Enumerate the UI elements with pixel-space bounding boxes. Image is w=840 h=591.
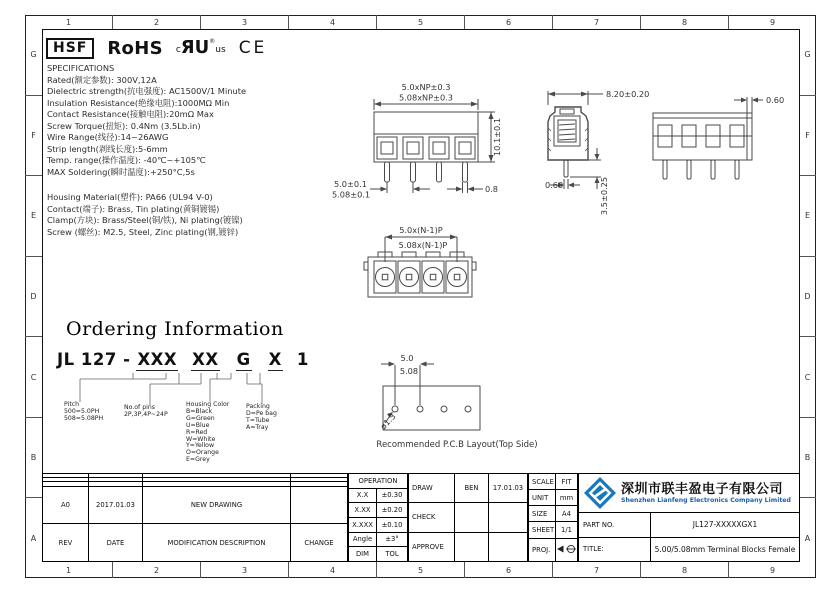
ruler-letter: F bbox=[799, 96, 816, 177]
info-value: mm bbox=[556, 490, 578, 506]
title-block-company bbox=[578, 473, 800, 562]
ruler-letter: B bbox=[799, 418, 816, 499]
company-name-en: Shenzhen Lianfeng Electronics Company Limited bbox=[621, 497, 791, 504]
spec-line: Dielectric strength(抗电强度): AC1500V/1 Minute bbox=[47, 86, 247, 96]
ruler-top bbox=[25, 15, 816, 29]
info-value: 1/1 bbox=[556, 522, 578, 538]
info-label: SIZE bbox=[529, 506, 556, 522]
legend-line: Housing Color bbox=[186, 401, 230, 408]
material-line: Screw (螺丝): M2.5, Steel, Zinc plating(钢,镀锌) bbox=[47, 226, 239, 237]
ruler-letter: G bbox=[799, 15, 816, 96]
side-dim-pin-length: 3.5±0.25 bbox=[599, 176, 609, 216]
legend-line: D=Pe bag bbox=[246, 409, 277, 417]
tolerance-dim: DIM bbox=[349, 547, 377, 562]
pcb-caption: Recommended P.C.B Layout(Top Side) bbox=[376, 440, 538, 450]
ruler-letter: E bbox=[799, 176, 816, 257]
ruler-right bbox=[799, 15, 816, 578]
materials-block bbox=[47, 192, 337, 238]
ul-registered: ® bbox=[209, 38, 216, 45]
part-field-packing: X bbox=[268, 350, 282, 369]
side-view-body bbox=[548, 91, 603, 189]
ruler-letter: B bbox=[25, 418, 42, 499]
company-logo-icon bbox=[583, 476, 617, 510]
legend-pitch bbox=[64, 402, 103, 423]
title-label: TITLE: bbox=[579, 538, 651, 562]
legend-line: E=Grey bbox=[186, 456, 210, 464]
info-label: SCALE bbox=[529, 474, 556, 490]
ruler-number: 6 bbox=[465, 562, 553, 578]
info-label: PROJ. bbox=[529, 538, 556, 561]
legend-packing bbox=[246, 404, 277, 432]
legend-line: W=White bbox=[186, 435, 216, 443]
first-angle-projection-icon bbox=[556, 544, 578, 554]
rev-date: 2017.01.03 bbox=[89, 486, 143, 524]
ruler-letter: G bbox=[25, 15, 42, 96]
ruler-number: 6 bbox=[465, 15, 553, 29]
ruler-left bbox=[25, 15, 42, 578]
material-line: Housing Material(塑件): PA66 (UL94 V-0) bbox=[47, 192, 213, 202]
front-dim-top2: 5.08xNP±0.3 bbox=[398, 92, 454, 103]
approval-role: APPROVE bbox=[409, 532, 455, 561]
top-view-drawing bbox=[363, 222, 538, 317]
ruler-number: 1 bbox=[25, 562, 113, 578]
front-dim-top1: 5.0xNP±0.3 bbox=[401, 82, 451, 92]
rev-header: CHANGE bbox=[291, 524, 348, 562]
rohs-logo: RoHS bbox=[107, 37, 163, 59]
ruler-number: 3 bbox=[201, 562, 289, 578]
approval-role: CHECK bbox=[409, 503, 455, 532]
drawing-title-value: 5.00/5.08mm Terminal Blocks Female bbox=[654, 544, 796, 554]
part-suffix: 1 bbox=[296, 350, 309, 369]
ruler-number: 8 bbox=[641, 15, 729, 29]
rev-description: NEW DRAWING bbox=[143, 486, 291, 524]
info-label: UNIT bbox=[529, 490, 556, 506]
material-line: Clamp(方块): Brass/Steel(铜/铁), Ni plating(镀镍) bbox=[47, 215, 243, 225]
spec-line: Temp. range(操作温度): -40℃~+105℃ bbox=[47, 155, 206, 165]
ordering-part-number bbox=[57, 350, 309, 371]
part-field-pitch: XXX bbox=[137, 350, 178, 369]
approval-date bbox=[489, 532, 528, 561]
rev-header: REV bbox=[43, 524, 89, 562]
front-view-arrows bbox=[374, 102, 494, 192]
company-header bbox=[579, 474, 799, 513]
info-value: A4 bbox=[556, 506, 578, 522]
ruler-letter: A bbox=[30, 533, 37, 543]
legend-line: 2P,3P,4P~24P bbox=[124, 410, 168, 418]
part-no-value: JL127-XXXXXGX1 bbox=[692, 520, 758, 530]
ce-mark: CE bbox=[238, 38, 268, 58]
spec-line: Insulation Resistance(绝缘电阻):1000MΩ Min bbox=[47, 97, 230, 108]
ruler-number: 9 bbox=[769, 17, 776, 27]
legend-line: A=Tray bbox=[246, 423, 269, 431]
rev-header: MODIFICATION DESCRIPTION bbox=[143, 524, 291, 562]
sheet-info-table bbox=[528, 473, 578, 562]
tolerance-header: OPERATION bbox=[349, 474, 408, 489]
spec-line: Rated(额定参数): 300V,12A bbox=[47, 74, 157, 85]
rev-header: DATE bbox=[89, 524, 143, 562]
legend-line: 508=5.08PH bbox=[64, 414, 104, 422]
legend-color bbox=[186, 402, 229, 464]
back-view-body bbox=[653, 97, 763, 179]
ruler-number: 4 bbox=[289, 15, 377, 29]
ruler-number: 7 bbox=[553, 562, 641, 578]
spec-line: MAX Soldering(瞬时温度):+250°C,5s bbox=[47, 166, 195, 177]
part-no-row bbox=[579, 513, 799, 538]
legend-line: G=Green bbox=[186, 414, 215, 422]
title-row bbox=[579, 538, 799, 562]
legend-pins bbox=[124, 405, 168, 419]
approval-name bbox=[455, 503, 489, 532]
ruler-number: 1 bbox=[25, 15, 113, 29]
ruler-letter: D bbox=[25, 257, 42, 338]
part-prefix: JL 127 - bbox=[57, 350, 131, 369]
spec-line: Contact Resistance(接触电阻):20mΩ Max bbox=[47, 109, 214, 119]
ul-c: c bbox=[175, 45, 181, 55]
legend-line: B=Black bbox=[186, 407, 213, 415]
pcb-hole-diameter: ø1.3 bbox=[378, 411, 398, 432]
part-no-label: PART NO. bbox=[579, 513, 651, 537]
rev-change bbox=[291, 486, 348, 524]
info-label: SHEET bbox=[529, 522, 556, 538]
pcb-body bbox=[381, 364, 480, 430]
spec-line: Strip length(剥线长度):5-6mm bbox=[47, 143, 168, 154]
approval-date bbox=[489, 503, 528, 532]
info-value: FIT bbox=[556, 474, 578, 490]
legend-line: Packing bbox=[246, 403, 270, 410]
back-view-drawing bbox=[650, 88, 800, 188]
front-dim-pin: 0.8 bbox=[485, 184, 499, 194]
tolerance-value: ±3° bbox=[377, 532, 408, 547]
company-name-zh: 深圳市联丰盈电子有限公司 bbox=[621, 482, 784, 497]
back-view-arrows bbox=[741, 98, 758, 103]
legend-line: T=Tube bbox=[246, 416, 270, 424]
approval-table bbox=[408, 473, 528, 562]
ruler-letter: F bbox=[25, 96, 42, 177]
tolerance-value: ±0.20 bbox=[377, 503, 408, 518]
ruler-number: 7 bbox=[553, 15, 641, 29]
tolerance-value: TOL bbox=[377, 547, 408, 562]
pcb-dim2: 5.08 bbox=[399, 366, 419, 376]
ruler-letter: C bbox=[799, 337, 816, 418]
tolerance-dim: X.XX bbox=[349, 503, 377, 518]
legend-line: Pitch bbox=[64, 401, 80, 408]
legend-line: Y=Yellow bbox=[186, 442, 215, 450]
spec-line: Wire Range(线径):14~26AWG bbox=[47, 132, 169, 142]
certification-marks bbox=[46, 36, 267, 60]
ruler-number: 4 bbox=[289, 562, 377, 578]
legend-line: 500=5.0PH bbox=[64, 407, 100, 415]
pcb-dim1: 5.0 bbox=[400, 353, 414, 363]
legend-line: No.of pins bbox=[124, 404, 155, 411]
top-dim-span1: 5.0x(N-1)P bbox=[399, 225, 443, 235]
ruler-letter: E bbox=[25, 176, 42, 257]
back-dim-tab: 0.60 bbox=[766, 95, 785, 105]
part-field-pins: XX bbox=[192, 350, 219, 369]
rev-value: A0 bbox=[43, 486, 89, 524]
revision-table bbox=[42, 473, 348, 562]
ruler-letter: C bbox=[25, 337, 42, 418]
ruler-number: 2 bbox=[113, 15, 201, 29]
material-line: Contact(端子): Brass, Tin plating(黄铜镀锡) bbox=[47, 203, 220, 214]
side-dim-pin: 0.60 bbox=[545, 180, 564, 190]
approval-name bbox=[455, 532, 489, 561]
ul-recognized-icon bbox=[176, 39, 226, 57]
front-view-body bbox=[370, 99, 495, 193]
side-dim-width: 8.20±0.20 bbox=[606, 89, 650, 99]
ruler-number: 9 bbox=[769, 565, 776, 575]
ul-us: us bbox=[215, 45, 226, 55]
company-names bbox=[621, 482, 791, 504]
tolerance-dim: X.X bbox=[349, 488, 377, 503]
tolerance-value: ±0.10 bbox=[377, 517, 408, 532]
approval-role: DRAW bbox=[409, 474, 455, 503]
ruler-letter: D bbox=[799, 257, 816, 338]
approval-date: 17.01.03 bbox=[489, 474, 528, 503]
ruler-number: 8 bbox=[641, 562, 729, 578]
part-field-color: G bbox=[236, 350, 251, 369]
front-dim-pitch1: 5.0±0.1 bbox=[334, 179, 367, 189]
spec-line: Screw Torque(扭矩): 0.4Nm (3.5Lb.in) bbox=[47, 120, 201, 131]
ruler-bottom bbox=[25, 562, 816, 578]
hsf-logo: HSF bbox=[46, 38, 94, 59]
tolerance-value: ±0.30 bbox=[377, 488, 408, 503]
ordering-title: Ordering Information bbox=[66, 318, 284, 340]
tolerance-dim: X.XXX bbox=[349, 517, 377, 532]
top-dim-span2: 5.08x(N-1)P bbox=[398, 240, 448, 250]
specifications-block bbox=[47, 63, 337, 178]
pcb-layout-drawing bbox=[372, 352, 567, 444]
legend-line: O=Orange bbox=[186, 449, 219, 457]
front-view-drawing bbox=[332, 80, 552, 215]
front-dim-height: 10.1±0.1 bbox=[492, 117, 502, 157]
ruler-letter: A bbox=[804, 533, 811, 543]
ruler-number: 2 bbox=[113, 562, 201, 578]
tolerance-table bbox=[348, 473, 408, 562]
ruler-number: 5 bbox=[377, 562, 465, 578]
ruler-number: 5 bbox=[377, 15, 465, 29]
front-dim-pitch2: 5.08±0.1 bbox=[332, 189, 371, 200]
projection-symbol-cell bbox=[556, 538, 578, 561]
legend-line: R=Red bbox=[186, 428, 208, 436]
ul-mark: ЯU bbox=[180, 37, 210, 58]
tolerance-dim: Angle bbox=[349, 532, 377, 547]
approval-name: BEN bbox=[455, 474, 489, 503]
ruler-number: 3 bbox=[201, 15, 289, 29]
legend-line: U=Blue bbox=[186, 421, 210, 429]
spec-line: SPECIFICATIONS bbox=[47, 63, 115, 73]
